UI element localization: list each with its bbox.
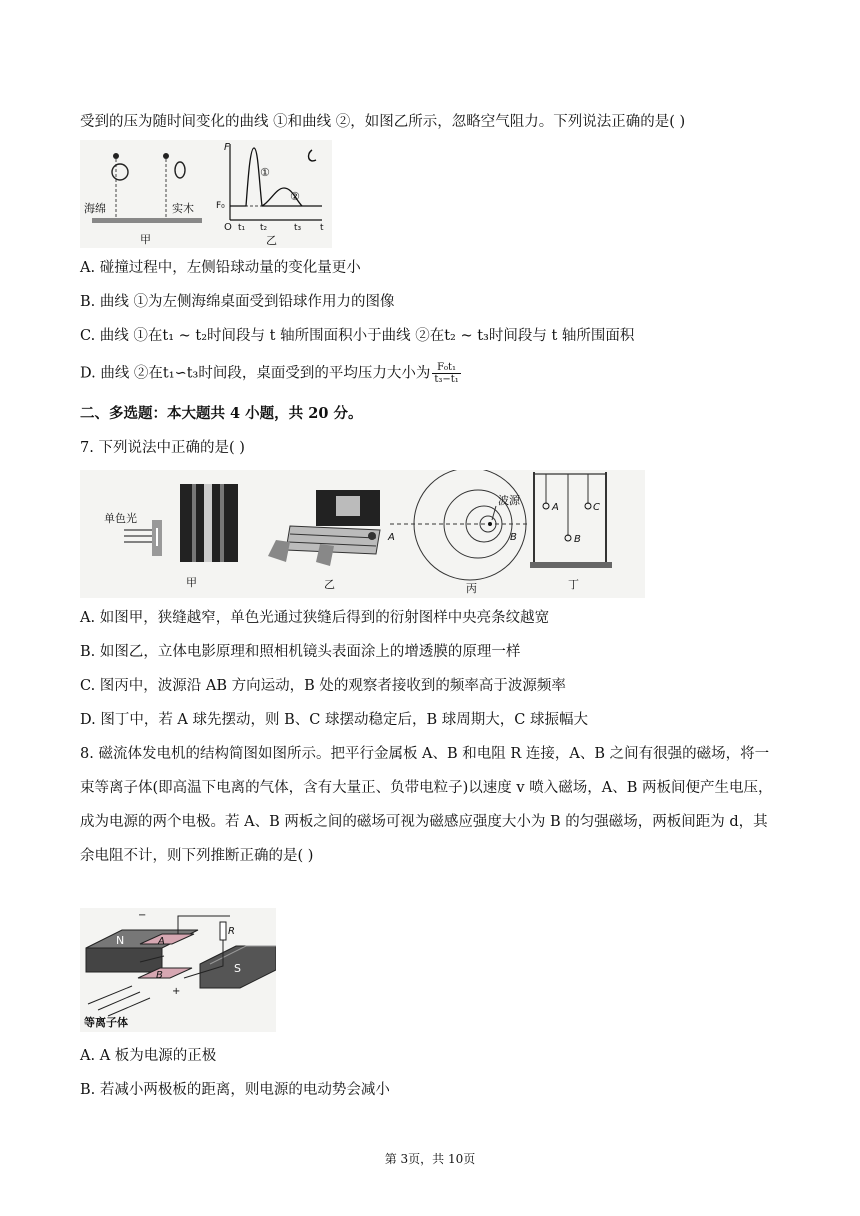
label-light: 单色光 [104,512,137,525]
axis-t: t [320,223,324,233]
tick-t1: t₁ [238,223,246,233]
q7-figure [80,470,645,598]
label-yi: 乙 [266,234,277,247]
page-footer: 第 3页，共 10页 [384,1152,476,1166]
q8-stem-line-3: 成为电源的两个电极。若 A、B 两板之间的磁场可视为磁感应强度大小为 B 的匀强磁场，两板间距为 d，其 [80,814,768,830]
tick-t2: t₂ [260,223,268,233]
section-2-title: 二、多选题：本大题共 4 小题，共 20 分。 [80,405,363,422]
fraction-numerator: F₀t₁ [432,362,460,374]
label-b: B [156,970,163,981]
svg-text:−: − [138,910,147,921]
q6-option-d-fraction [432,362,460,385]
label-a: A [158,936,165,947]
q7-option-c: C. 图丙中，波源沿 AB 方向运动，B 处的观察者接收到的频率高于波源频率 [80,678,566,694]
label-ding: 丁 [568,578,579,591]
label-jia: 甲 [140,233,151,246]
label-jia: 甲 [186,576,197,589]
point-b: B [510,532,517,543]
ball-a: A [552,502,559,513]
label-bing: 丙 [466,582,477,595]
curve-2-label: ② [290,190,300,203]
fraction-denominator: t₃−t₁ [434,374,459,385]
q6-option-c: C. 曲线 ①在t₁ ~ t₂时间段与 t 轴所围面积小于曲线 ②在t₂ ~ t₃时间段与 t 轴所围面积 [80,328,635,344]
label-sponge: 海绵 [84,202,106,215]
q7-stem: 7. 下列说法中正确的是( ) [80,440,245,456]
q6-option-a: A. 碰撞过程中，左侧铅球动量的变化量更小 [80,260,361,276]
ball-c: C [593,502,600,513]
curve-1-label: ① [260,166,270,179]
label-s: S [234,962,241,975]
q6-option-d-text: D. 曲线 ②在t₁∽t₃时间段，桌面受到的平均压力大小为 [80,365,431,382]
label-n: N [116,934,125,947]
q6-stem-tail: 受到的压为随时间变化的曲线 ①和曲线 ②，如图乙所示，忽略空气阻力。下列说法正确的是( ) [80,114,686,130]
label-wood: 实木 [172,202,194,215]
q6-option-b: B. 曲线 ①为左侧海绵桌面受到铅球作用力的图像 [80,294,395,310]
q8-stem-line-4: 余电阻不计，则下列推断正确的是( ) [80,848,314,864]
q6-figure [80,140,332,248]
point-a: A [388,532,395,543]
axis-o: O [224,222,232,233]
ball-b: B [574,534,581,545]
q8-option-a: A. A 板为电源的正极 [80,1048,217,1064]
q8-stem-line-1: 8. 磁流体发电机的结构简图如图所示。把平行金属板 A、B 和电阻 R 连接，A、B 之间有很强的磁场，将一 [80,746,770,762]
q7-option-d: D. 图丁中，若 A 球先摆动，则 B、C 球摆动稳定后，B 球周期大，C 球振幅大 [80,712,588,728]
q8-option-b: B. 若减小两极板的距离，则电源的电动势会减小 [80,1082,390,1098]
q8-figure [80,908,276,1032]
label-yi: 乙 [324,578,335,591]
axis-f0: F₀ [216,201,225,211]
svg-text:+: + [172,986,181,997]
tick-t3: t₃ [294,223,302,233]
q8-stem-line-2: 束等离子体(即高温下电离的气体，含有大量正、负带电粒子)以速度 v 喷入磁场，A、B 两板间便产生电压， [80,780,773,796]
label-r: R [228,926,235,937]
label-plasma: 等离子体 [84,1016,128,1029]
q7-option-a: A. 如图甲，狭缝越窄，单色光通过狭缝后得到的衍射图样中央亮条纹越宽 [80,610,550,626]
q7-option-b: B. 如图乙，立体电影原理和照相机镜头表面涂上的增透膜的原理一样 [80,644,521,660]
axis-f: F [224,142,230,153]
q6-option-d [80,362,461,385]
label-source: 波源 [498,494,520,507]
